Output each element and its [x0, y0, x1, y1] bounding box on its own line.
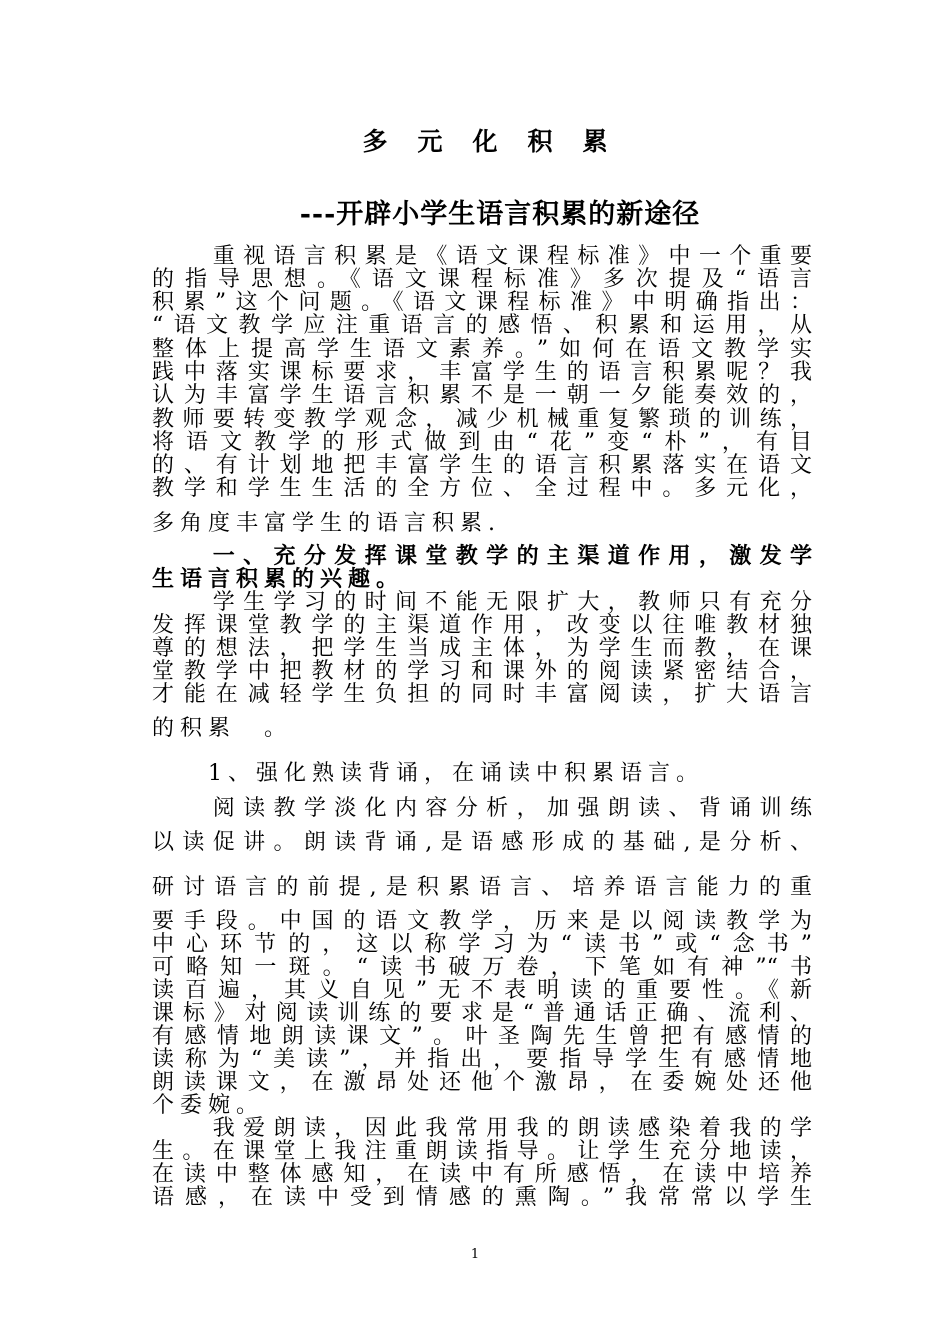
body-line: 的、有计划地把丰富学生的语言积累落实在语文: [152, 453, 812, 478]
body-line: 读称为“美读”，并指出，要指导学生有感情地: [152, 1047, 812, 1072]
body-line: 才能在减轻学生负担的同时丰富阅读，扩大语言: [152, 682, 812, 707]
body-line: 尊的想法，把学生当成主体，为学生而教，在课: [152, 636, 812, 661]
body-line: 有感情地朗读课文”。叶圣陶先生曾把有感情的: [152, 1024, 812, 1049]
body-line: “语文教学应注重语言的感悟、积累和运用，从: [152, 313, 812, 338]
body-line: 阅读教学淡化内容分析，加强朗读、背诵训练: [152, 796, 812, 821]
body-line: 堂教学中把教材的学习和课外的阅读紧密结合，: [152, 659, 812, 684]
body-line: 朗读课文，在激昂处还他个激昂，在委婉处还他: [152, 1070, 812, 1095]
body-line: 生。在课堂上我注重朗读指导。让学生充分地读，: [152, 1139, 812, 1164]
section-heading: 生语言积累的兴趣。: [152, 566, 405, 592]
body-line: 的积累 。: [152, 716, 293, 741]
subsection-heading: 1、强化熟读背诵，在诵读中积累语言。: [152, 761, 704, 786]
page-number: 1: [470, 1247, 480, 1262]
body-line: 重视语言积累是《语文课程标准》中一个重要: [152, 244, 812, 269]
body-line: 个委婉。: [152, 1093, 265, 1118]
body-line: 读百遍，其义自见”无不表明读的重要性。《新: [152, 978, 812, 1003]
body-line: 可略知一斑。“读书破万卷，下笔如有神”“书: [152, 955, 812, 980]
body-line: 践中落实课标要求，丰富学生的语言积累呢？我: [152, 360, 812, 385]
body-line: 我爱朗读，因此我常用我的朗读感染着我的学: [152, 1116, 812, 1141]
body-line: 学生学习的时间不能无限扩大，教师只有充分: [152, 590, 812, 615]
page-subtitle: ---开辟小学生语言积累的新途径: [299, 199, 701, 230]
body-line: 整体上提高学生语文素养。”如何在语文教学实: [152, 337, 812, 362]
body-line: 积累”这个问题。《语文课程标准》中明确指出：: [152, 290, 812, 315]
body-line: 将语文教学的形式做到由“花”变“朴”，有目: [152, 430, 812, 455]
section-heading: 一、充分发挥课堂教学的主渠道作用，激发学: [152, 543, 812, 569]
body-line: 中心环节的，这以称学习为“读书”或“念书”: [152, 932, 812, 957]
body-line: 教师要转变教学观念，减少机械重复繁琐的训练，: [152, 407, 812, 432]
body-line: 认为丰富学生语言积累不是一朝一夕能奏效的，: [152, 383, 812, 408]
body-line: 语感，在读中受到情感的熏陶。”我常常以学生: [152, 1185, 812, 1210]
body-line: 教学和学生生活的全方位、全过程中。多元化，: [152, 476, 812, 501]
body-line: 以读促讲。朗读背诵,是语感形成的基础,是分析、: [152, 830, 812, 855]
page-title: 多元化积累: [362, 127, 638, 156]
body-line: 研讨语言的前提,是积累语言、培养语言能力的重: [152, 875, 812, 900]
body-line: 在读中整体感知，在读中有所感悟，在读中培养: [152, 1162, 812, 1187]
body-line: 课标》对阅读训练的要求是“普通话正确、流利、: [152, 1001, 812, 1026]
body-line: 多角度丰富学生的语言积累.: [152, 511, 501, 536]
body-line: 要手段。中国的语文教学，历来是以阅读教学为: [152, 909, 812, 934]
body-line: 发挥课堂教学的主渠道作用，改变以往唯教材独: [152, 613, 812, 638]
body-line: 的指导思想。《语文课程标准》多次提及“语言: [152, 267, 812, 292]
